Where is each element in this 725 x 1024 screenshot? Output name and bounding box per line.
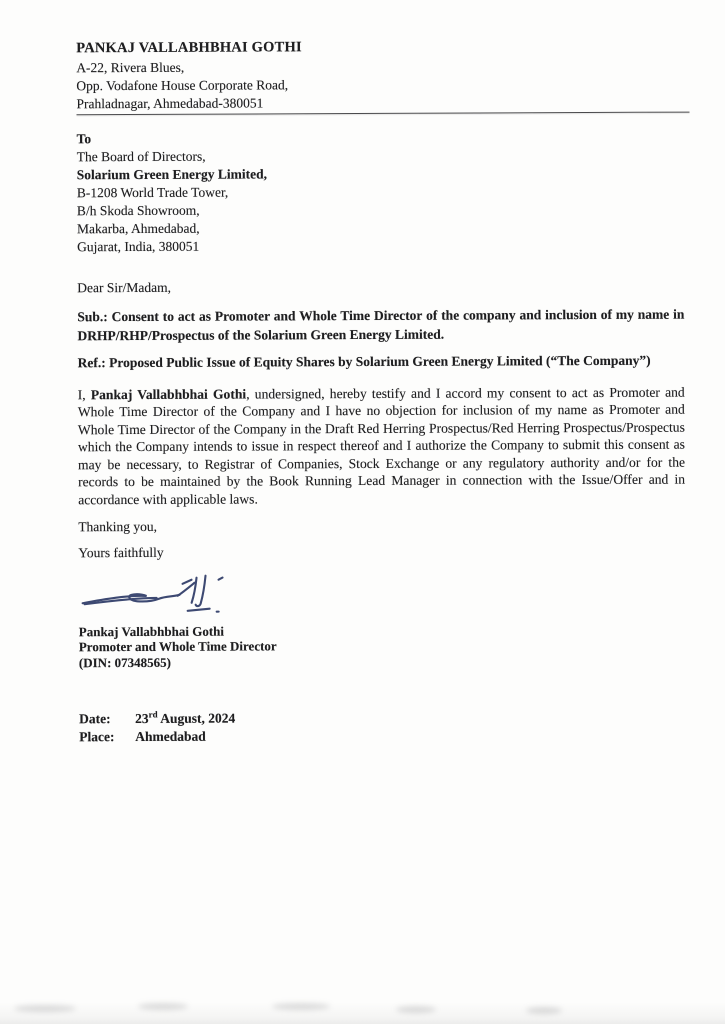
- sender-address-line: Prahladnagar, Ahmedabad-380051: [76, 95, 264, 112]
- recipient-block: [77, 128, 685, 257]
- signatory-din: (DIN: 07348565): [78, 654, 171, 670]
- recipient-address-line: B-1208 World Trade Tower,: [76, 184, 229, 201]
- recipient-to: To: [76, 131, 92, 147]
- yours-faithfully: Yours faithfully: [78, 544, 164, 560]
- place-value: Ahmedabad: [135, 728, 206, 744]
- date-label: Date:: [79, 711, 111, 727]
- recipient-address-line: B/h Skoda Showroom,: [76, 202, 200, 219]
- place-label: Place:: [79, 728, 115, 744]
- date-day: 23: [135, 711, 149, 727]
- signatory-block: [79, 621, 686, 670]
- body-rest: , undersigned, hereby testify and I accord my consent to act as Promoter and Whole Time Director of the Company and I have no objection for inclusion of my name as Promoter and Whole Time Director of the Company in the Draft Red Herring Prospectus/Red Herring Prospectus/Prospectus which the Company intends to issue in respect thereof and I authorize the Company to submit this consent as may be necessary, to Registrar of Companies, Stock Exchange or any regulatory authority and/or for the records to be maintained by the Book Running Lead Manager in connection with the Issue/Offer and in accordance with applicable laws.: [77, 384, 686, 508]
- body-paragraph: [78, 383, 686, 509]
- recipient-address-line: Gujarat, India, 380051: [77, 238, 200, 255]
- date-value: [135, 711, 235, 726]
- sender-block: [76, 36, 683, 116]
- signatory-name: Pankaj Vallabhbhai Gothi: [78, 623, 225, 639]
- body-prefix: I,: [77, 386, 91, 402]
- thanking-you: Thanking you,: [78, 518, 158, 534]
- recipient-line: The Board of Directors,: [76, 148, 206, 165]
- sender-address-line: A-22, Rivera Blues,: [76, 59, 185, 76]
- recipient-company: Solarium Green Energy Limited,: [76, 166, 268, 183]
- reference-line: Ref.: Proposed Public Issue of Equity Shares by Solarium Green Energy Limited (“The Company”): [77, 352, 651, 371]
- subject-line: Sub.: Consent to act as Promoter and Whole Time Director of the company and inclusion of my name in DRHP/RHP/Prospectus of the Solarium Green Energy Limited.: [77, 306, 685, 343]
- date-rest: August, 2024: [157, 710, 236, 727]
- date-place-block: [79, 708, 686, 746]
- scan-haze: [0, 1002, 725, 1024]
- handwritten-signature-image: [78, 569, 248, 622]
- sender-address-line: Opp. Vodafone House Corporate Road,: [76, 77, 289, 94]
- greeting: Dear Sir/Madam,: [77, 279, 172, 296]
- signatory-designation: Promoter and Whole Time Director: [78, 638, 277, 655]
- body-signatory-name: Pankaj Vallabhbhai Gothi: [90, 386, 247, 402]
- date-ordinal: rd: [148, 709, 158, 720]
- place-row: [79, 725, 686, 745]
- recipient-address-line: Makarba, Ahmedabad,: [76, 220, 200, 237]
- sender-name: PANKAJ VALLABHBHAI GOTHI: [76, 39, 302, 57]
